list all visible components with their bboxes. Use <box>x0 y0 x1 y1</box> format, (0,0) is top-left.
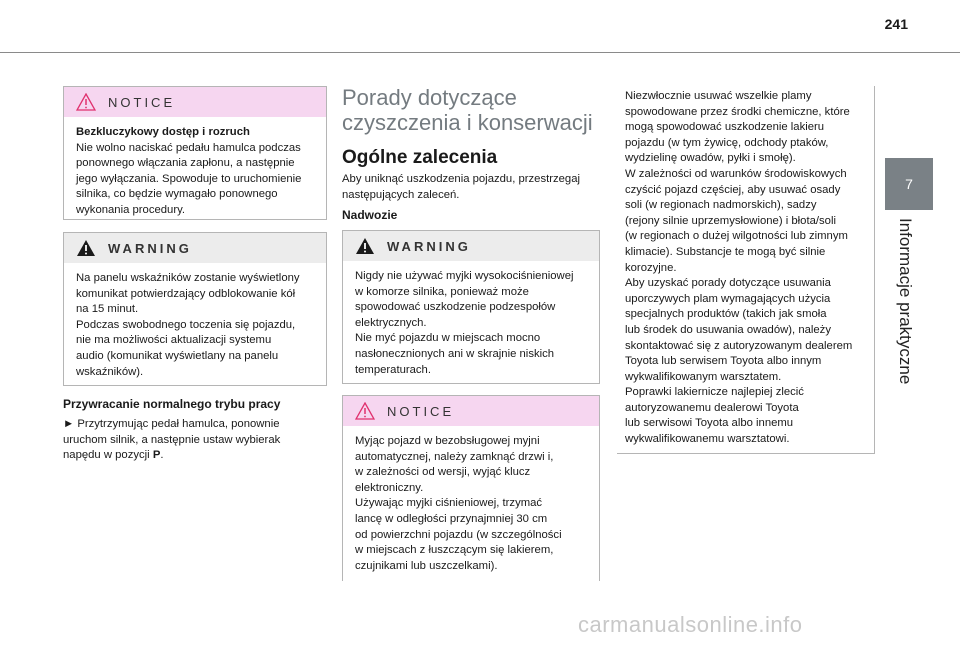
section-title-restore: Przywracanie normalnego trybu pracy <box>63 397 281 411</box>
notice-box-keyless <box>63 86 327 220</box>
notice-header-washing <box>343 396 599 426</box>
warning-triangle-icon <box>355 237 375 255</box>
warning-box-washing <box>342 230 600 384</box>
warning-triangle-icon <box>76 239 96 257</box>
notice-heading: NOTICE <box>108 94 176 110</box>
notice-text: Nie wolno naciskać pedału hamulca podczas ponownego włączania zapłonu, a następnie jego wyłączania. Spowoduje to uruchomienie silnika, co będzie wymagało ponownego wykonania procedury. <box>76 141 302 216</box>
warning-heading: WARNING <box>108 240 192 256</box>
main-heading: Porady dotyczące czyszczenia i konserwacji <box>342 85 593 135</box>
cleaning-advice-text: Niezwłocznie usuwać wszelkie plamy spowodowane przez środki chemiczne, które mogą spowodować uszkodzenie lakieru pojazdu (w tym żywicę, odchody ptaków, wydzielinę owadów, pyłki i smołę). W zależności od warunków środowiskowych czyścić pojazd częściej, aby usuwać osady soli (w regionach nadmorskich), sadzy (rejony silnie uprzemysłowione) i błota/soli (w regionach o dużej wilgotności lub zimnym klimacie). Substancje te mogą być silnie korozyjne. Aby uzyskać porady dotyczące usuwania uporczywych plam wymagających użycia specjalnych produktów (takich jak smoła lub środek do usuwania owadów), należy skontaktować się z autoryzowanym dealerem Toyota lub serwisem Toyota albo innym wykwalifikowanym warsztatem. Poprawki lakiernicze najlepiej zlecić autoryzowanemu dealerowi Toyota lub serwisowi Toyota albo innemu wykwalifikowanemu warsztatowi. <box>625 90 853 446</box>
warning-heading-washing: WARNING <box>387 238 471 254</box>
warning-text-washing: Nigdy nie używać myjki wysokociśnieniowej w komorze silnika, ponieważ może spowodować uszkodzenie podzespołów elektrycznych. Nie myć pojazdu w miejscach mocno nasłonecznionych ani w skrajnie niskich temperaturach. <box>355 270 574 376</box>
chapter-tab[interactable]: 7 <box>885 158 933 210</box>
watermark: carmanualsonline.info <box>578 612 803 637</box>
notice-title: Bezkluczykowy dostęp i rozruch <box>76 126 250 138</box>
warning-header <box>64 233 326 263</box>
restore-step-bold: P <box>152 449 161 462</box>
section-title-body: Nadwozie <box>342 208 398 222</box>
chapter-label-text: Informacje praktyczne <box>896 218 915 385</box>
notice-header <box>64 87 326 117</box>
restore-step <box>63 417 333 464</box>
notice-heading-washing: NOTICE <box>387 403 455 419</box>
restore-step-end: . <box>160 449 164 462</box>
warning-text: Na panelu wskaźników zostanie wyświetlony komunikat potwierdzający odblokowanie kół na 15 minut. Podczas swobodnego toczenia się pojazdu, nie ma możliwości aktualizacji systemu audio (komunikat wyświetlany na panelu wskaźników). <box>76 272 300 378</box>
notice-warning-triangle-icon <box>355 402 375 420</box>
page-number: 241 <box>884 16 908 32</box>
warning-box-display <box>63 232 327 386</box>
intro-text: Aby uniknąć uszkodzenia pojazdu, przestrzegaj następujących zaleceń. <box>342 173 581 201</box>
warning-header-washing <box>343 231 599 261</box>
top-divider <box>0 52 960 53</box>
notice-text-washing: Myjąc pojazd w bezobsługowej myjni automatycznej, należy zamknąć drzwi i, w zależności od wersji, wyjąć klucz elektroniczny. Używając myjki ciśnieniowej, trzymać lancę w odległości przynajmniej 30 cm od powierzchni pojazdu (w szczególności w miejscach z łuszczącym się lakierem, czujnikami lub uszczelkami). <box>355 435 562 572</box>
notice-warning-triangle-icon <box>76 93 96 111</box>
restore-step-text: ► Przytrzymując pedał hamulca, ponownie uruchom silnik, a następnie ustaw wybierak napędu w pozycji <box>63 418 281 462</box>
subheading-general: Ogólne zalecenia <box>342 147 498 168</box>
right-box-border-bottom <box>617 453 875 454</box>
notice-box-washing <box>342 395 600 581</box>
chapter-label <box>895 218 925 385</box>
